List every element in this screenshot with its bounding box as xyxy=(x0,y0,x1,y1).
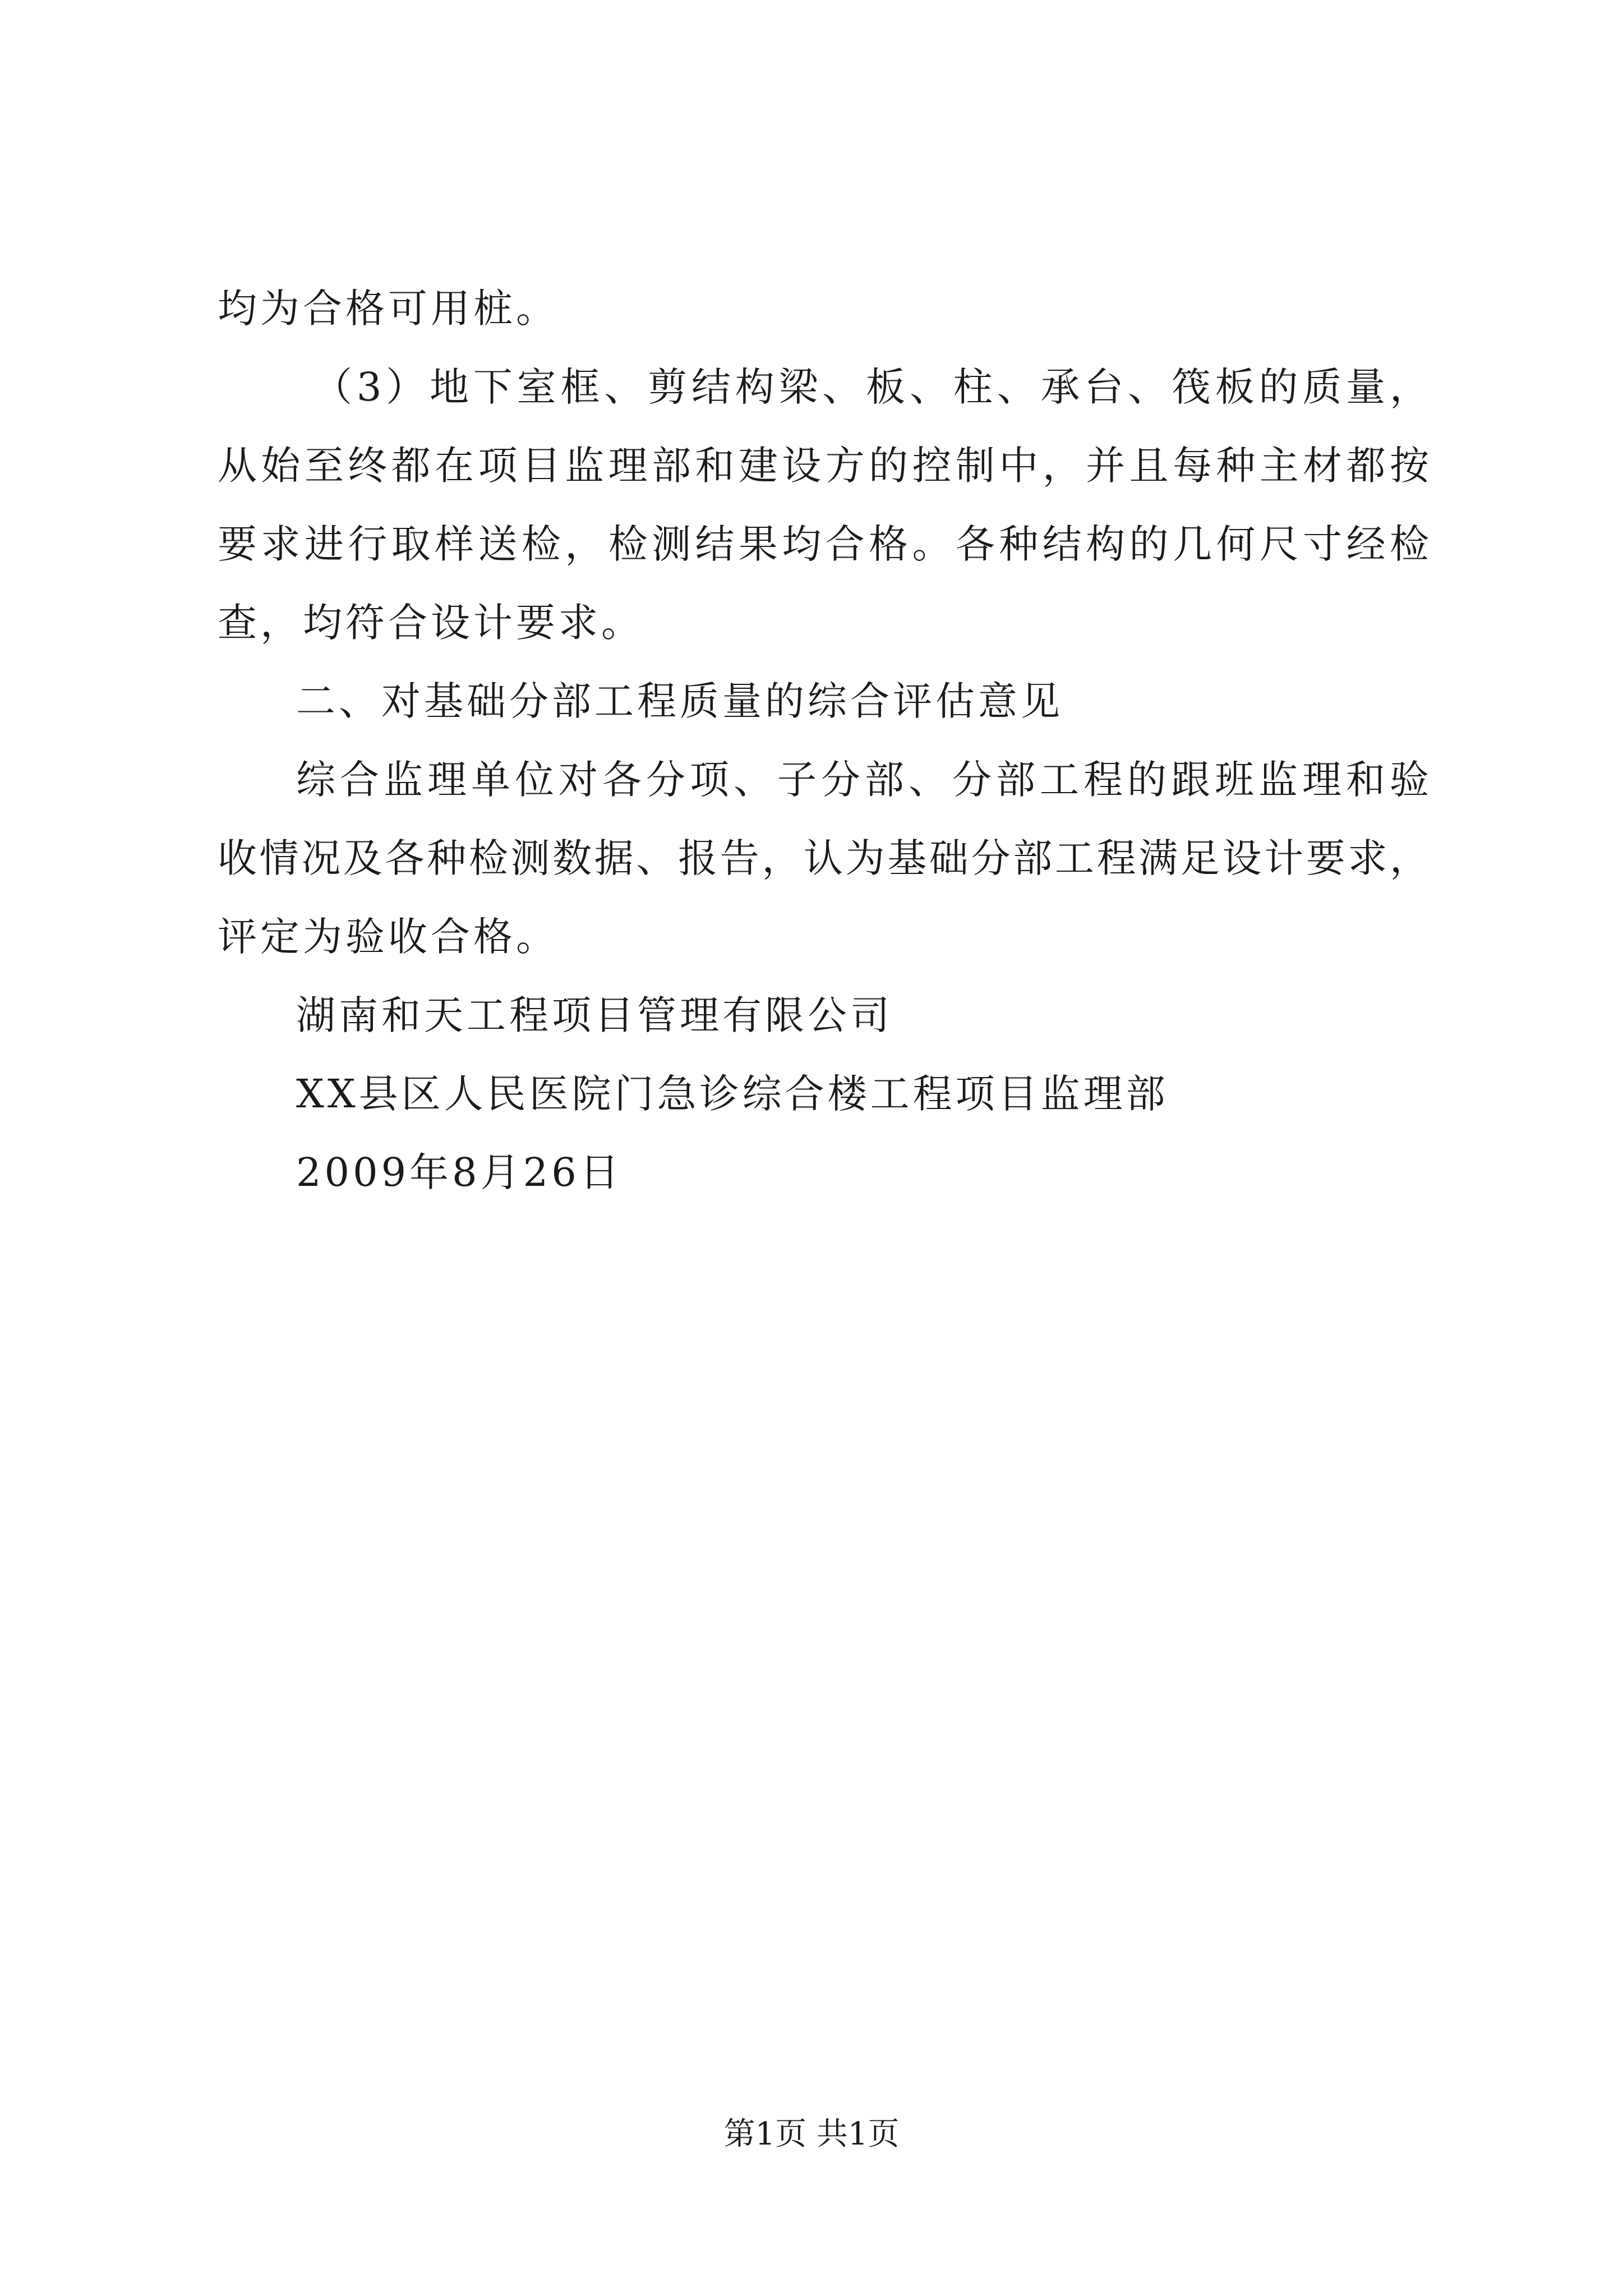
paragraph-line: （3）地下室框、剪结构梁、板、柱、承台、筏板的质量， xyxy=(313,364,1429,410)
paragraph-line: 要求进行取样送检，检测结果均合格。各种结构的几何尺寸经检 xyxy=(218,521,1429,567)
signature-department: XX县区人民医院门急诊综合楼工程项目监理部 xyxy=(296,1071,1169,1117)
paragraph-line: 均为合格可用桩。 xyxy=(218,286,559,332)
section-heading: 二、对基础分部工程质量的综合评估意见 xyxy=(296,678,1063,724)
page-number: 第1页 共1页 xyxy=(723,2116,900,2152)
paragraph-line: 收情况及各种检测数据、报告，认为基础分部工程满足设计要求， xyxy=(218,835,1429,881)
paragraph-line: 从始至终都在项目监理部和建设方的控制中，并且每种主材都按 xyxy=(218,443,1429,489)
paragraph-line: 评定为验收合格。 xyxy=(218,914,559,960)
signature-company: 湖南和天工程项目管理有限公司 xyxy=(296,992,893,1038)
document-body xyxy=(218,269,1429,1212)
signature-date: 2009年8月26日 xyxy=(296,1149,623,1195)
paragraph-line: 综合监理单位对各分项、子分部、分部工程的跟班监理和验 xyxy=(296,757,1429,803)
paragraph-line: 查，均符合设计要求。 xyxy=(218,600,644,646)
